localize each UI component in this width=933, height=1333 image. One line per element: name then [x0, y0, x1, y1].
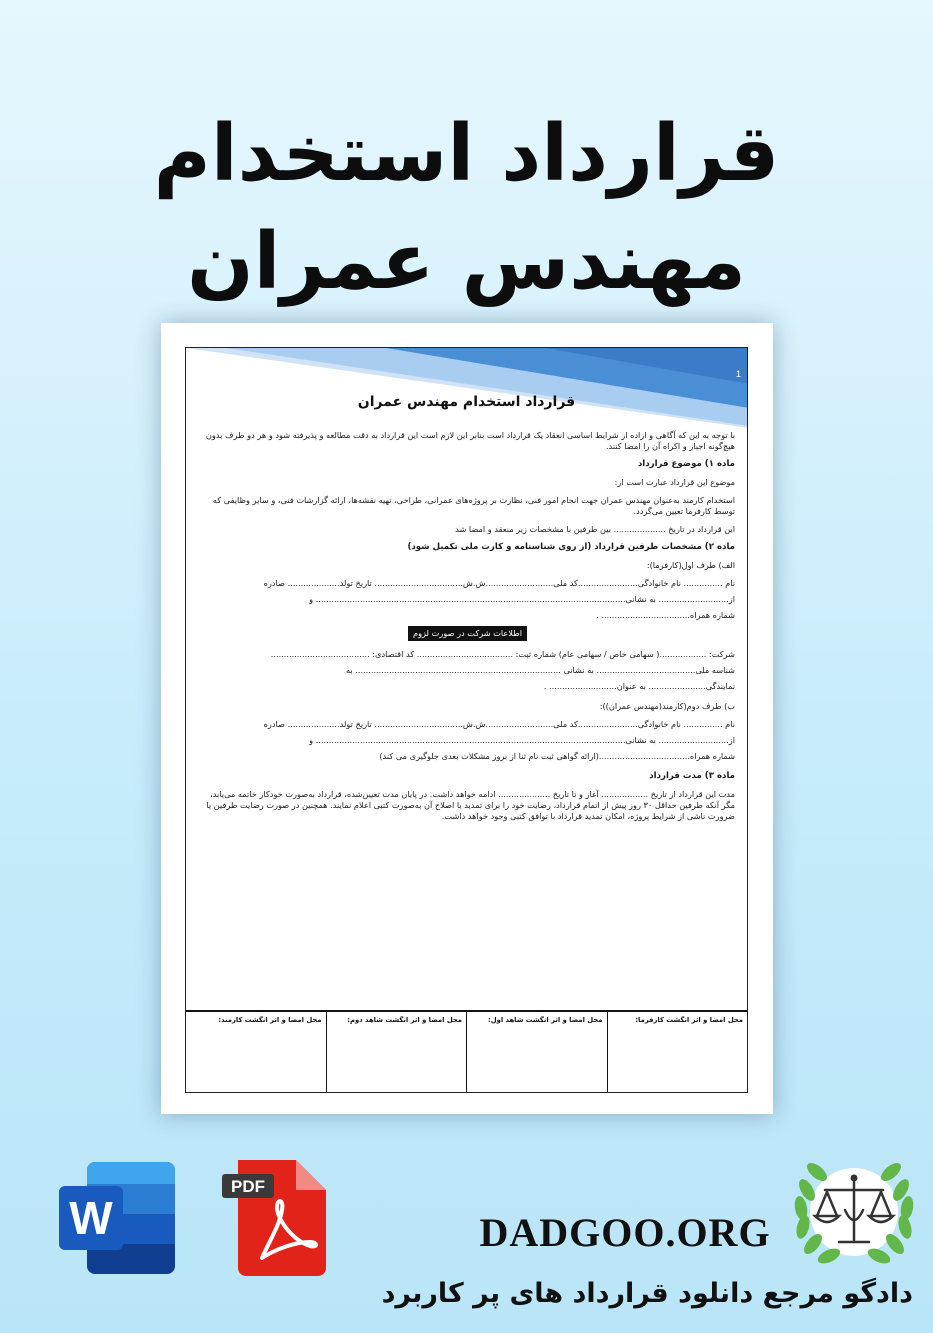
company-info-label: اطلاعات شرکت در صورت لزوم [408, 626, 527, 641]
article1-line1: موضوع این قرارداد عبارت است از: [614, 477, 735, 487]
svg-text:W: W [69, 1192, 113, 1244]
pdf-badge-text: PDF [231, 1177, 265, 1196]
brand-tagline: دادگو مرجع دانلود قرارداد های پر کاربرد [381, 1278, 913, 1309]
pdf-file-icon[interactable] [222, 1160, 328, 1276]
document-title: قرارداد استخدام مهندس عمران [357, 394, 576, 410]
company-line: نمایندگی...................... به عنوان.......................... . [543, 681, 735, 691]
brand-website[interactable]: DADGOO.ORG [479, 1210, 771, 1255]
company-line: شرکت: ..................( سهامی خاص / سهامی عام) شماره ثبت: ..................................... کد اقتصادی: ...................................... [270, 649, 735, 659]
party-a-line: نام ............... نام خانوادگی.......................کد ملی..........................ش.ش.................................. تاریخ تولد.................... صادره [263, 578, 735, 588]
article1-line2: استخدام کارمند به‌عنوان مهندس عمران جهت انجام امور فنی، نظارت بر پروژه‌های عمرانی، طراحی، تهیه نقشه‌ها، ارائه گزارشات فنی، و سایر وظایفی که توسط کارفرما تعیین می‌گردد. [212, 495, 735, 516]
party-b-line: از........................... به نشانی....................................................................................................................... و [309, 735, 735, 745]
page-number: 1 [735, 369, 741, 379]
party-a-line: از........................... به نشانی....................................................................................................................... و [309, 594, 735, 604]
company-line: شناسه ملی...................................... به نشانی ............................................................................... به [345, 665, 735, 675]
article2-heading: ماده ۲) مشخصات طرفین قرارداد (از روی شناسنامه و کارت ملی تکمیل شود) [407, 542, 735, 552]
signature-cell-employer: محل امضا و اثر انگشت کارفرما: [607, 1012, 748, 1093]
microsoft-word-icon[interactable] [59, 1162, 177, 1274]
hero-title: قرارداد استخدام مهندس عمران [153, 109, 780, 307]
signature-cell-employee: محل امضا و اثر انگشت کارمند: [218, 1016, 322, 1024]
article3-text: مدت این قرارداد از تاریخ .................. آغاز و تا تاریخ .................... ادامه خواهد داشت. در پایان مدت تعیین‌شده، قرارداد به‌صورت خودکار خاتمه می‌یابد، مگر آنکه طرفین حداقل ۳۰ روز پیش از اتمام قرارداد، رضایت خود را برای تمدید یا اصلاح آن به‌صورت کتبی اعلام نمایند. همچنین در صورت رضایت طرفین یا ضرورت ناشی از شرایط پروژه، امکان تمدید قرارداد با توافق کتبی وجود خواهد داشت. [206, 789, 735, 821]
article3-heading: ماده ۳) مدت قرارداد [649, 771, 735, 781]
party-b-line: نام ............... نام خانوادگی.......................کد ملی..........................ش.ش.................................. تاریخ تولد.................... صادره [263, 719, 735, 729]
party-a-heading: الف) طرف اول(کارفرما): [646, 560, 735, 570]
signature-table [186, 1010, 747, 1093]
intro-paragraph: با توجه به این که آگاهی و اراده از شرایط اساسی انعقاد یک قرارداد است بنابر این لازم است این قرارداد به دقت مطالعه و پذیرفته شود و هر دو طرف بدون هیچ‌گونه اجبار و اکراه آن را امضا کنند. [205, 430, 735, 451]
justice-scales-logo [785, 1150, 923, 1280]
party-b-heading: ب) طرف دوم(کارمند(مهندس عمران)): [599, 701, 735, 711]
article1-heading: ماده ۱) موضوع قرارداد [637, 459, 735, 469]
party-a-line: شماره همراه.................................. . [596, 610, 735, 620]
header-banner [186, 348, 748, 430]
document-preview [161, 323, 773, 1114]
signature-cell-witness1: محل امضا و اثر انگشت شاهد اول: [466, 1012, 607, 1093]
document-body [200, 430, 735, 829]
signature-cell-witness2: محل امضا و اثر انگشت شاهد دوم: [326, 1012, 467, 1093]
document-page [185, 347, 748, 1093]
article1-line3: این قرارداد در تاریخ .................... بین طرفین با مشخصات زیر منعقد و امضا شد [455, 524, 735, 534]
party-b-line: شماره همراه...................................(ارائه گواهی ثبت نام ثنا از بروز مشکلات بعدی جلوگیری می کند) [379, 751, 735, 761]
